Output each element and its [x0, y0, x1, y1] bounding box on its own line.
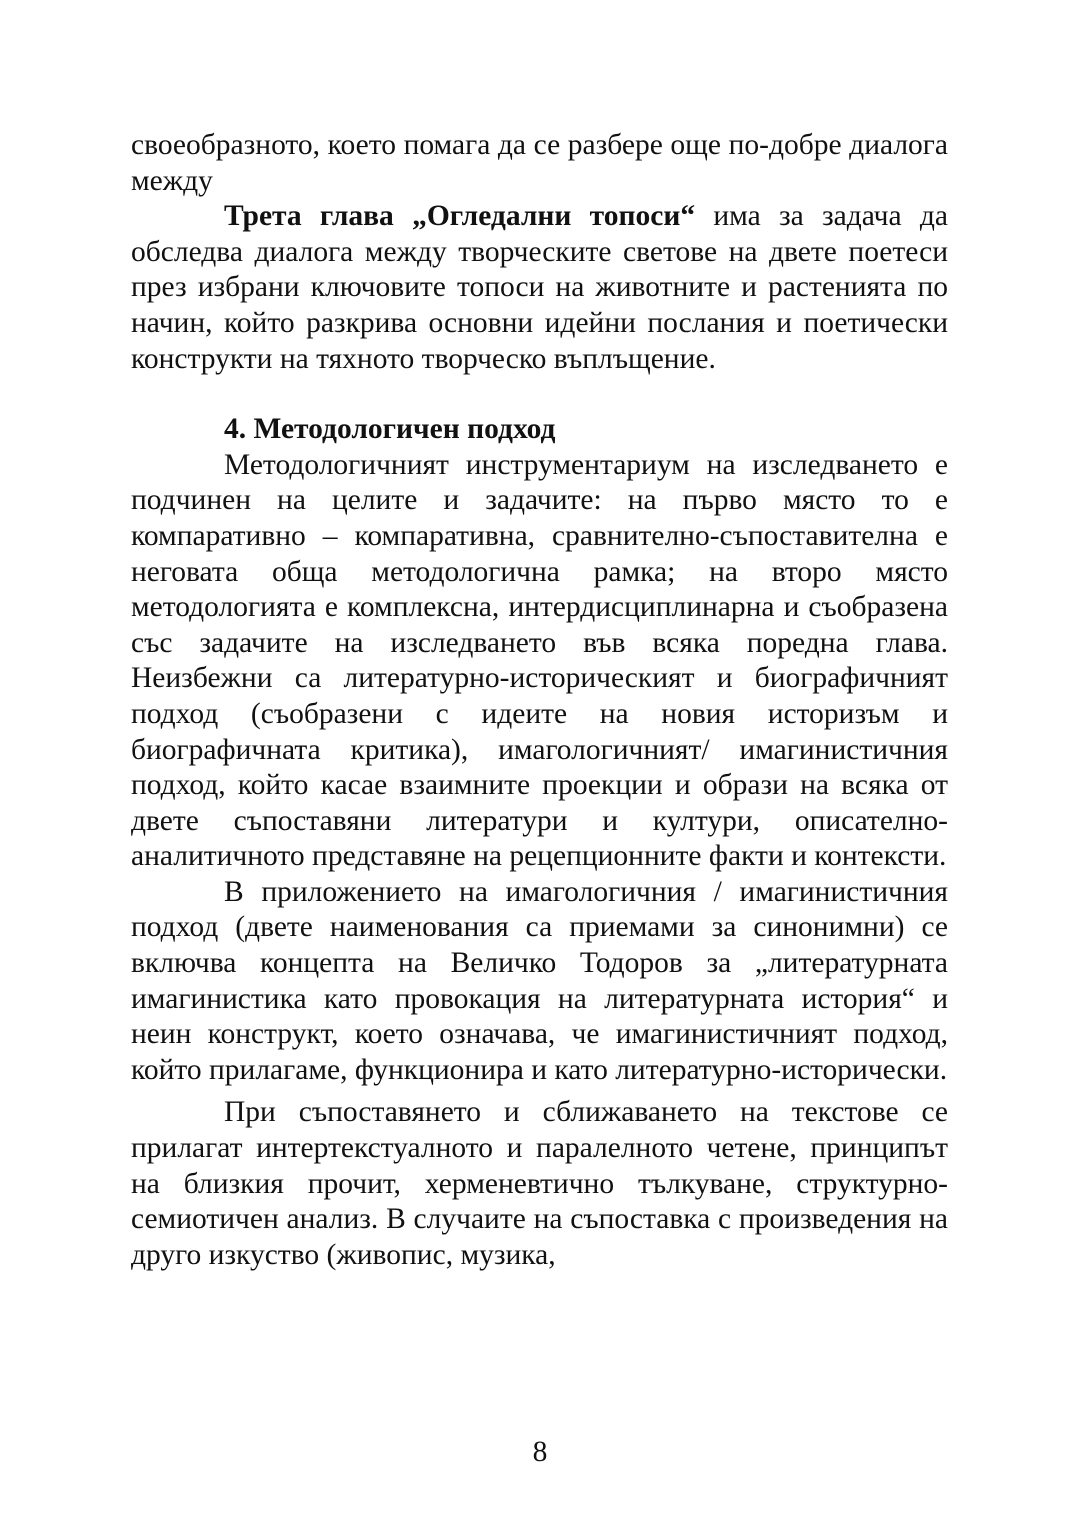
paragraph-comparison: При съпоставянето и сближаването на текстове се прилагат интертекстуалното и паралелното четене, принципът на близкия прочит, херменевтично тълкуване, структурно-семиотичен анализ. В случаите на съпоставка с произведения на друго изкуство (живопис, музика,: [131, 1096, 948, 1271]
paragraph-methodology: Методологичният инструментариум на изследването е подчинен на целите и задачите: на първо място то е компаративно – компаративна, сравнително-съпоставителна е неговата обща методологична рамка; на второ място методологията е комплексна, интердисциплинарна и съобразена със задачите на изследването във всяка поредна глава. Неизбежни са литературно-историческият и биографичният подход (съобразени с идеите на новия историзъм и биографичната критика), имагологичният/ имагинистичния подход, който касае взаимните проекции и образи на всяка от двете съпоставяни литератури и култури, описателно-аналитичното представяне на рецепционните факти и контексти.: [131, 448, 948, 873]
paragraph-continuation: своеобразното, което помага да се разбере още по-добре диалога между: [131, 129, 948, 197]
chapter-three-description: има за задача да обследва диалога между творческите светове на двете поетеси през избрани ключовите топоси на животните и растенията по начин, който разкрива основни идейни послания и поетически конструкти на тяхното творческо въплъщение.: [131, 200, 948, 375]
page-body: [131, 128, 948, 1273]
page-number: 8: [532, 1436, 548, 1468]
chapter-three-title: Трета глава „Огледални топоси“: [224, 200, 696, 233]
paragraph-chapter-three: [131, 199, 948, 377]
section-heading-methodology: 4. Методологичен подход: [224, 413, 556, 446]
paragraph-imagology: В приложението на имагологичния / имагинистичния подход (двете наименования са приемами за синонимни) се включва концепта на Величко Тодоров за „литературната имагинистика като провокация на литературната история“ и неин конструкт, което означава, че имагинистичният подход, който прилагаме, функционира и като литературно-исторически.: [131, 875, 948, 1086]
